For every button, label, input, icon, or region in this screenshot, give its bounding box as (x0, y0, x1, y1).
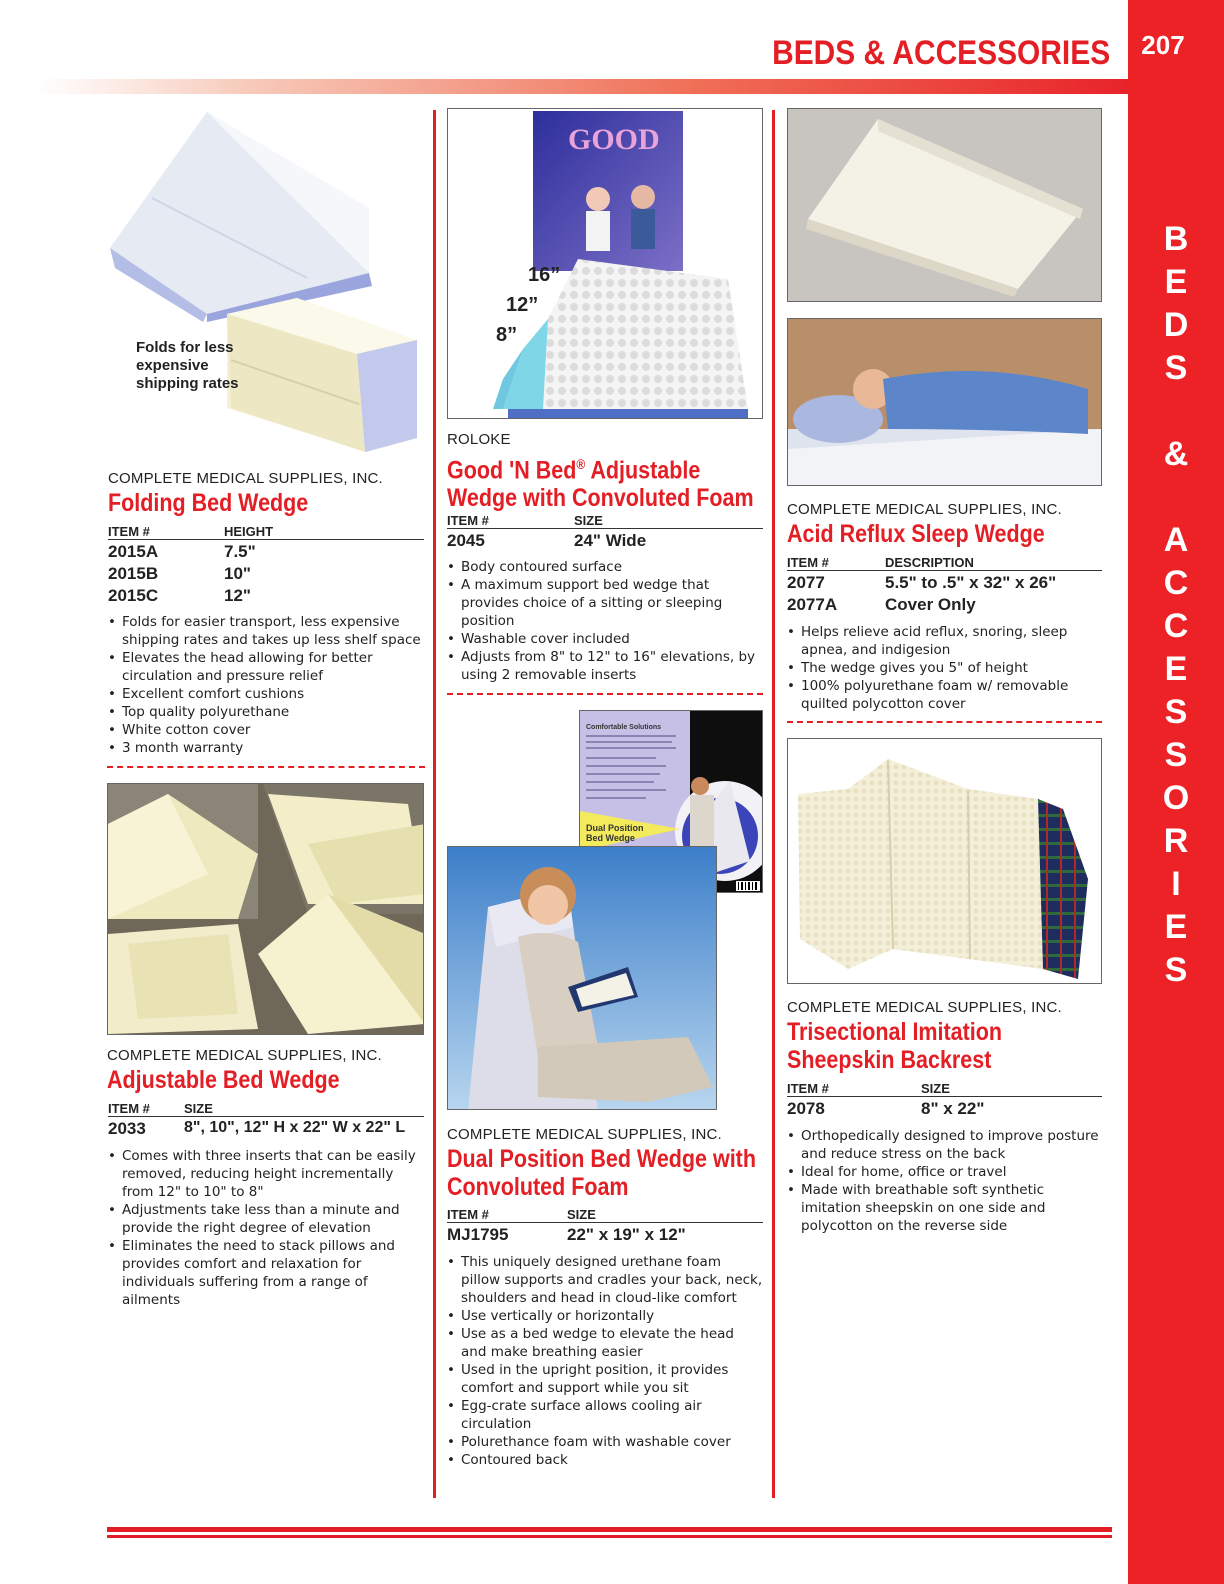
acid-wedge-image (787, 108, 1102, 302)
dual-features (447, 1253, 763, 1469)
goodnbed-features (447, 558, 763, 684)
feature-item: • 100% polyurethane foam w/ removable quilted polycotton cover (787, 677, 1102, 713)
box-label-line: Bed Wedge (586, 833, 635, 843)
acid-title: Acid Reflux Sleep Wedge (787, 520, 1045, 548)
caption-line: expensive (136, 357, 209, 374)
feature-item: • Elevates the head allowing for better circulation and pressure relief (108, 649, 424, 685)
folding-title: Folding Bed Wedge (108, 489, 309, 517)
spec-value: 12" (224, 586, 251, 605)
trisectional-spec-table (787, 1081, 1102, 1119)
registered-mark: ® (576, 456, 586, 472)
feature-item: • Washable cover included (447, 630, 763, 648)
dual-wedge-illustration (448, 847, 717, 1110)
title-text: Good 'N Bed (447, 456, 577, 485)
goodnbed-spec-table (447, 513, 763, 551)
page-number: 207 (1141, 30, 1185, 60)
sidebar-letter: E (1164, 650, 1188, 688)
spec-col-value: SIZE (574, 513, 603, 528)
spec-row (108, 1117, 424, 1139)
feature-item: • Excellent comfort cushions (108, 685, 424, 703)
sidebar-letter: D (1163, 306, 1189, 344)
dual-title (447, 1145, 756, 1201)
spec-col-item: ITEM # (108, 1101, 150, 1116)
sidebar-letter (1128, 476, 1224, 519)
feature-item: • Comes with three inserts that can be easily removed, reducing height incrementally from 12" to 10" to 8" (108, 1147, 424, 1201)
spec-header (787, 1081, 1102, 1097)
spec-row (108, 540, 424, 562)
spec-header (108, 524, 424, 540)
sidebar-letter: A (1163, 521, 1189, 559)
spec-item: 2015A (108, 542, 159, 561)
spec-item: 2077A (787, 595, 838, 614)
adjustable-wedge-illustration (108, 784, 424, 1035)
adjustable-features (108, 1147, 424, 1309)
adjustable-wedge-image (107, 783, 424, 1035)
feature-item: • Made with breathable soft synthetic imitation sheepskin on one side and polycotton on the reverse side (787, 1181, 1102, 1235)
sidebar-letter: S (1164, 349, 1188, 387)
height-label-16: 16” (528, 264, 561, 286)
feature-item: • White cotton cover (108, 721, 424, 739)
sidebar-letter: O (1162, 779, 1190, 817)
spec-value: Cover Only (885, 595, 976, 614)
feature-item: • Folds for easier transport, less expensive shipping rates and takes up less shelf space (108, 613, 424, 649)
spec-item: 2078 (787, 1099, 825, 1118)
sidebar-vertical-title (1128, 218, 1224, 992)
sidebar-letter: I (1171, 865, 1181, 903)
spec-row (787, 571, 1102, 593)
box-brand-text: GOOD (568, 123, 660, 156)
spec-item: 2033 (108, 1119, 146, 1138)
box-label-line: Dual Position (586, 823, 644, 833)
dual-wedge-image (447, 846, 717, 1110)
spec-col-item: ITEM # (787, 555, 829, 570)
trisectional-features (787, 1127, 1102, 1235)
acid-wedge-illustration (788, 109, 1102, 302)
spec-item: 2015B (108, 564, 159, 583)
spec-header (447, 1207, 763, 1223)
sidebar-letter: S (1164, 693, 1188, 731)
spec-value: 10" (224, 564, 251, 583)
height-label-8: 8” (496, 324, 518, 346)
adjustable-title: Adjustable Bed Wedge (107, 1066, 340, 1094)
footer-rule (107, 1527, 1112, 1532)
folding-wedge-image (107, 108, 425, 460)
spec-row (447, 529, 763, 551)
feature-item: • Ideal for home, office or travel (787, 1163, 1102, 1181)
spec-header (447, 513, 763, 529)
spec-col-item: ITEM # (447, 1207, 489, 1222)
feature-item: • Top quality polyurethane (108, 703, 424, 721)
title-text: Dual Position Bed Wedge with (447, 1145, 756, 1173)
spec-item: MJ1795 (447, 1225, 509, 1244)
spec-col-item: ITEM # (447, 513, 489, 528)
feature-item: • Polurethance foam with washable cover (447, 1433, 763, 1451)
spec-col-value: SIZE (921, 1081, 950, 1096)
acid-spec-table (787, 555, 1102, 615)
folding-caption (136, 339, 239, 393)
feature-item: • Helps relieve acid reflux, snoring, sleep apnea, and indigesion (787, 623, 1102, 659)
title-text: Wedge with Convoluted Foam (447, 484, 754, 513)
goodnbed-image (447, 108, 763, 419)
acid-wedge-in-use-illustration (788, 319, 1102, 486)
acid-features (787, 623, 1102, 713)
folding-features (108, 613, 424, 757)
spec-item: 2045 (447, 531, 485, 550)
footer-rule (107, 1535, 1112, 1538)
feature-item: • Use vertically or horizontally (447, 1307, 763, 1325)
adjustable-company: COMPLETE MEDICAL SUPPLIES, INC. (107, 1047, 382, 1064)
spec-value: 24" Wide (574, 531, 647, 550)
goodnbed-illustration (448, 109, 763, 419)
sidebar-letter: S (1164, 736, 1188, 774)
sidebar-letter: E (1164, 263, 1188, 301)
feature-item: • Egg-crate surface allows cooling air circulation (447, 1397, 763, 1433)
sidebar-letter (1128, 390, 1224, 433)
goodnbed-company: ROLOKE (447, 431, 511, 448)
title-text: Adjustable (585, 456, 701, 485)
trisectional-backrest-image (787, 738, 1102, 984)
box-heading: Comfortable Solutions (586, 724, 662, 731)
spec-header (787, 555, 1102, 571)
caption-line: Folds for less (136, 339, 234, 356)
feature-item: • 3 month warranty (108, 739, 424, 757)
folding-company: COMPLETE MEDICAL SUPPLIES, INC. (108, 470, 383, 487)
spec-col-item: ITEM # (108, 524, 150, 539)
height-label-12: 12” (506, 294, 539, 316)
sidebar-letter: S (1164, 951, 1188, 989)
trisectional-backrest-illustration (788, 739, 1102, 984)
spec-row (108, 584, 424, 606)
feature-item: • Orthopedically designed to improve posture and reduce stress on the back (787, 1127, 1102, 1163)
spec-value: 7.5" (224, 542, 256, 561)
dual-spec-table (447, 1207, 763, 1245)
folding-spec-table (108, 524, 424, 606)
feature-item: • Adjusts from 8" to 12" to 16" elevations, by using 2 removable inserts (447, 648, 763, 684)
feature-item: • Adjustments take less than a minute and provide the right degree of elevation (108, 1201, 424, 1237)
title-text: Convoluted Foam (447, 1173, 629, 1201)
spec-row (108, 562, 424, 584)
sidebar-letter: & (1163, 435, 1189, 473)
feature-item: • The wedge gives you 5" of height (787, 659, 1102, 677)
sidebar-letter: C (1163, 607, 1189, 645)
title-text: Trisectional Imitation (787, 1018, 1003, 1046)
section-divider (787, 721, 1102, 723)
spec-col-item: ITEM # (787, 1081, 829, 1096)
spec-col-value: HEIGHT (224, 524, 274, 539)
spec-col-value: DESCRIPTION (885, 555, 974, 570)
trisectional-company: COMPLETE MEDICAL SUPPLIES, INC. (787, 999, 1062, 1016)
spec-item: 2077 (787, 573, 825, 592)
trisectional-title (787, 1018, 1002, 1074)
goodnbed-title (447, 450, 754, 512)
feature-item: • This uniquely designed urethane foam pillow supports and cradles your back, neck, shoulders and head in cloud-like comfort (447, 1253, 763, 1307)
feature-item: • Body contoured surface (447, 558, 763, 576)
feature-item: • Use as a bed wedge to elevate the head and make breathing easier (447, 1325, 763, 1361)
section-divider (107, 766, 425, 768)
spec-col-value: SIZE (567, 1207, 596, 1222)
column-divider (433, 110, 436, 1498)
spec-value: 5.5" to .5" x 32" x 26" (885, 573, 1057, 592)
column-divider (772, 110, 775, 1498)
feature-item: • Eliminates the need to stack pillows and provides comfort and relaxation for individuals suffering from a range of ailments (108, 1237, 424, 1309)
sidebar-letter: B (1163, 220, 1189, 258)
spec-value: 22" x 19" x 12" (567, 1225, 686, 1244)
adjustable-spec-table (108, 1101, 424, 1139)
dual-company: COMPLETE MEDICAL SUPPLIES, INC. (447, 1126, 722, 1143)
acid-wedge-in-use-image (787, 318, 1102, 486)
spec-item: 2015C (108, 586, 159, 605)
folding-wedge-illustration (107, 108, 425, 460)
acid-company: COMPLETE MEDICAL SUPPLIES, INC. (787, 501, 1062, 518)
section-divider (447, 693, 763, 695)
spec-col-value: SIZE (184, 1101, 213, 1116)
caption-line: shipping rates (136, 375, 239, 392)
sidebar-letter: R (1163, 822, 1189, 860)
spec-value: 8" x 22" (921, 1099, 985, 1118)
feature-item: • A maximum support bed wedge that provides choice of a sitting or sleeping position (447, 576, 763, 630)
section-title: BEDS & ACCESSORIES (771, 34, 1110, 72)
feature-item: • Contoured back (447, 1451, 763, 1469)
sidebar-letter: C (1163, 564, 1189, 602)
spec-row (447, 1223, 763, 1245)
feature-item: • Used in the upright position, it provides comfort and support while you sit (447, 1361, 763, 1397)
spec-header (108, 1101, 424, 1117)
spec-value: 8", 10", 12" H x 22" W x 22" L (184, 1119, 406, 1136)
spec-row (787, 593, 1102, 615)
header-gradient-bar (36, 79, 1128, 94)
title-text: Sheepskin Backrest (787, 1046, 992, 1074)
spec-row (787, 1097, 1102, 1119)
sidebar-letter: E (1164, 908, 1188, 946)
